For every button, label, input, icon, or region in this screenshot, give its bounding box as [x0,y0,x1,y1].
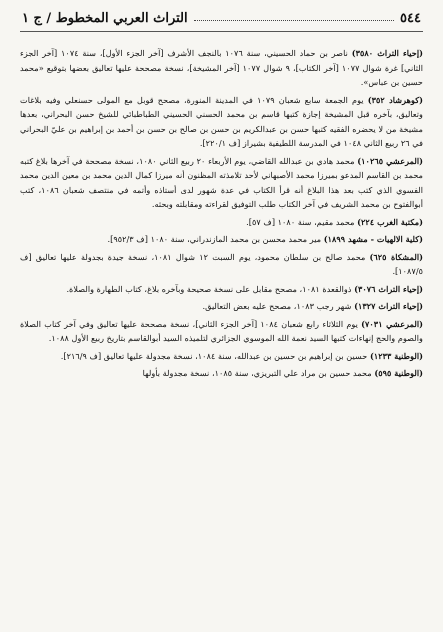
manuscript-entries [20,46,423,381]
entry-wataniya-1233 [20,349,423,364]
entry-source: (المرعشي ١٠٢٦٥) [357,155,423,166]
page-number: ٥٤٤ [400,10,421,26]
entry-source: (إحياء التراث ٣٠٧٦) [354,283,423,294]
running-header [20,8,423,32]
entry-description: ذوالقعدة ١٠٨١، مصحح مقابل على نسخة صحيحة وبآخره بلاغ، كتاب الطهارة والصلاة. [66,283,352,294]
entry-description: حسين بن إبراهيم بن حسين بن عبدالله، سنة ١٠٨٤، نسخة مجدولة عليها تعاليق [ف ٢١٦/٩]. [60,350,368,361]
entry-description: محمد صالح بن سلطان محمود، يوم السبت ١٢ شوال ١٠٨١، نسخة جيدة بجدولة عليها تعاليق [ف ١٠٨٧/٥]. [20,251,423,276]
entry-source: (كوهرشاد ٣٥٢) [367,94,423,105]
running-title: التراث العربي المخطوط / ج ١ [22,10,188,26]
entry-ilahiyat-1899 [20,232,423,247]
entry-source: (المشكاة ٦٢٥) [369,251,423,262]
entry-description: محمد هادي بن عبدالله القاضي، يوم الأربعاء ٢٠ ربيع الثاني ١٠٨٠، نسخة مصححة في آخرها بلاغ كتبه محمد بن القاسم المدعو بميرزا محمد الأصبهاني لأحد تلامذته المظنون أنه ميرزا كمال الدين محمد بن معين الدين محمد الفسوي الذي كتب بعد هذا البلاغ أنه قرأ الكتاب في عدة شهور لدى أستاذه وأتمه في منتصف شعبان ١٠٨٦، كتب أبوالفتوح بن محمد الشريف في آخر الكتاب طلب التوفيق لقراءته ومقابلته وبحثه. [20,155,423,209]
entry-gharb-224 [20,215,423,230]
entry-description: ناصر بن حماد الحسيني، سنة ١٠٧٦ بالنجف الأشرف [آخر الجزء الأول]، سنة ١٠٧٤ [آخر الجزء الثاني] غرة شوال ١٠٧٧ [آخر الكتاب]، ٩ شوال ١٠٧٧ [آخر المشيخة]، نسخة مصححة عليها تعاليق بعضها بتوقيع «محمد حسين بن عباس». [20,48,423,87]
entry-source: (كلية الالهيات - مشهد ١٨٩٩) [323,234,423,244]
header-dot-leader [194,20,394,21]
entry-marashi-7031 [20,317,423,346]
entry-mishkat-625 [20,250,423,279]
entry-description: محمد حسين بن مراد علي التبريزي، سنة ١٠٨٥، نسخة مجدولة بأولها [142,368,372,378]
entry-ihya-3076 [20,282,423,297]
entry-source: (إحياء التراث ١٣٢٧) [354,301,423,311]
entry-description: يوم الثلاثاء رابع شعبان ١٠٨٤ [آخر الجزء الثاني]، نسخة مصححة عليها تعاليق وفي آخر كتاب الصلاة والصوم والحج إنهاءات كتبها السيد نعمة الله الموسوي الجزائري لتلميذه السيد أبوالقاسم بتاريخ ربيع الأول ١٠٨٨. [20,318,423,343]
entry-marashi-10265 [20,154,423,212]
entry-description: يوم الجمعة سابع شعبان ١٠٧٩ في المدينة المنورة، مصحح قوبل مع المولى حسنعلي وفيه بلاغات وتعاليق، بآخره قبل المشيخة إجازة كتبها قاسم بن محمد الحسني الحسيني الطباطبائي للشيخ حسن البحراني، بعدها مشيخة من لا يحضره الفقيه كتبها حسن بن عبدالكريم بن حسن بن صالح بن حسن بن أحمد بن إبراهيم بن عليّ البحراني في ٢٦ ربيع الثاني ١٠٤٨ في المدرسة اللطيفية بشيراز [ف ٢٢٠/١]. [20,94,423,148]
entry-source: (إحياء التراث ٣٥٨٠) [351,48,423,58]
entry-gowharshad-352 [20,93,423,151]
entry-ihya-3580 [20,46,423,90]
entry-source: (المرعشي ٧٠٣١) [361,318,423,329]
entry-source: (مكتبة الغرب ٢٢٤) [357,216,423,227]
entry-wataniya-595 [20,366,423,381]
entry-description: محمد مقيم، سنة ١٠٨٠ [ف ٥٧]. [246,216,355,227]
entry-ihya-1327 [20,299,423,314]
entry-source: (الوطنية ٥٩٥) [374,368,423,378]
entry-description: شهر رجب ١٠٨٣، مصحح عليه بعض التعاليق. [202,301,352,311]
entry-source: (الوطنية ١٢٣٣) [369,350,423,361]
entry-description: مير محمد محسن بن محمد المازندراني، سنة ١٠٨٠ [ف ٩٥٢/٣]. [107,234,322,244]
